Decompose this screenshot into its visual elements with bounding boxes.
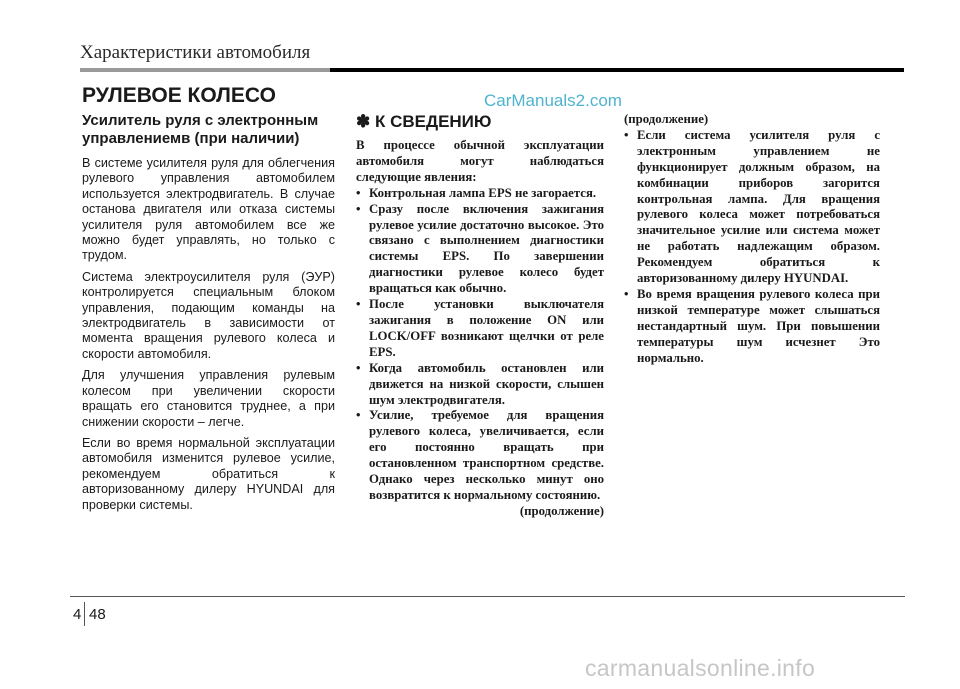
- column-1: [82, 112, 335, 519]
- column-3: [624, 112, 880, 367]
- watermark-bottom[interactable]: carmanualsonline.info: [585, 655, 816, 681]
- list-item: • Усилие, требуемое для вращения рулевого колеса, увеличивается, если его постоянно вращать при остановленном транспортном средстве. Однако через несколько минут оно возвратится к нормальному состоянию.: [356, 408, 604, 503]
- info-list-continued: [624, 128, 880, 367]
- eps-heading: Усилитель руля с электронным управлениемв (при наличии): [82, 112, 319, 147]
- continued-label: (продолжение): [519, 503, 604, 518]
- header-rule: [80, 68, 904, 72]
- list-item: • Когда автомобиль остановлен или движется на низкой скорости, слышен шум электродвигателя.: [356, 361, 604, 409]
- paragraph: Для улучшения управления рулевым колесом при увеличении скорости вращать его становится труднее, а при снижении скорости – легче.: [82, 368, 335, 429]
- paragraph: В системе усилителя руля для облегчения рулевого управления автомобилем используется электродвигатель. В случае останова двигателя или отказа системы усилителя руля автомобилем все же можно будет управлять, но только с трудом.: [82, 156, 335, 263]
- watermark-top[interactable]: CarManuals2.com: [484, 91, 622, 110]
- info-heading: ✽ К СВЕДЕНИЮ: [356, 112, 492, 131]
- chapter-number: 4: [73, 606, 82, 623]
- list-item: • Сразу после включения зажигания рулевое усилие достаточно высокое. Это связано с выполнением диагностики системы EPS. По завершении диагностики рулевое колесо будет вращаться как обычно.: [356, 202, 604, 297]
- header-title: Характеристики автомобиля: [80, 42, 311, 63]
- info-intro: В процессе обычной эксплуатации автомобиля могут наблюдаться следующие явления:: [356, 138, 604, 184]
- list-item: • Во время вращения рулевого колеса при низкой температуре может слышаться нестандартный шум. При повышении температуры шум исчезнет Это нормально.: [624, 287, 880, 367]
- list-item: • Контрольная лампа EPS не загорается.: [356, 186, 604, 202]
- page-number: 48: [89, 606, 106, 623]
- page-separator: [84, 602, 85, 626]
- list-item: • Если система усилителя руля с электронным управлением не функционирует должным образом, на комбинации приборов загорится контрольная лампа. Для вращения рулевого колеса может потребоваться значительное усилие или система может не работать надлежащим образом. Рекомендуем обратиться к авторизованному дилеру HYUNDAI.: [624, 128, 880, 287]
- list-item: • После установки выключателя зажигания в положение ON или LOCK/OFF возникают щелчки от реле EPS.: [356, 297, 604, 361]
- column-2: [356, 112, 604, 520]
- continued-label: (продолжение): [624, 112, 709, 126]
- footer-rule: [70, 596, 905, 597]
- paragraph: Система электроусилителя руля (ЭУР) контролируется специальным блоком управления, подающим команды на электродвигатель в зависимости от момента вращения рулевого колеса и скорости автомобиля.: [82, 269, 335, 361]
- section-title: РУЛЕВОЕ КОЛЕСО: [82, 84, 276, 107]
- info-list: [356, 186, 604, 504]
- paragraph: Если во время нормальной эксплуатации автомобиля изменится рулевое усилие, рекомендуем обратиться к авторизованному дилеру HYUNDAI для проверки системы.: [82, 435, 335, 512]
